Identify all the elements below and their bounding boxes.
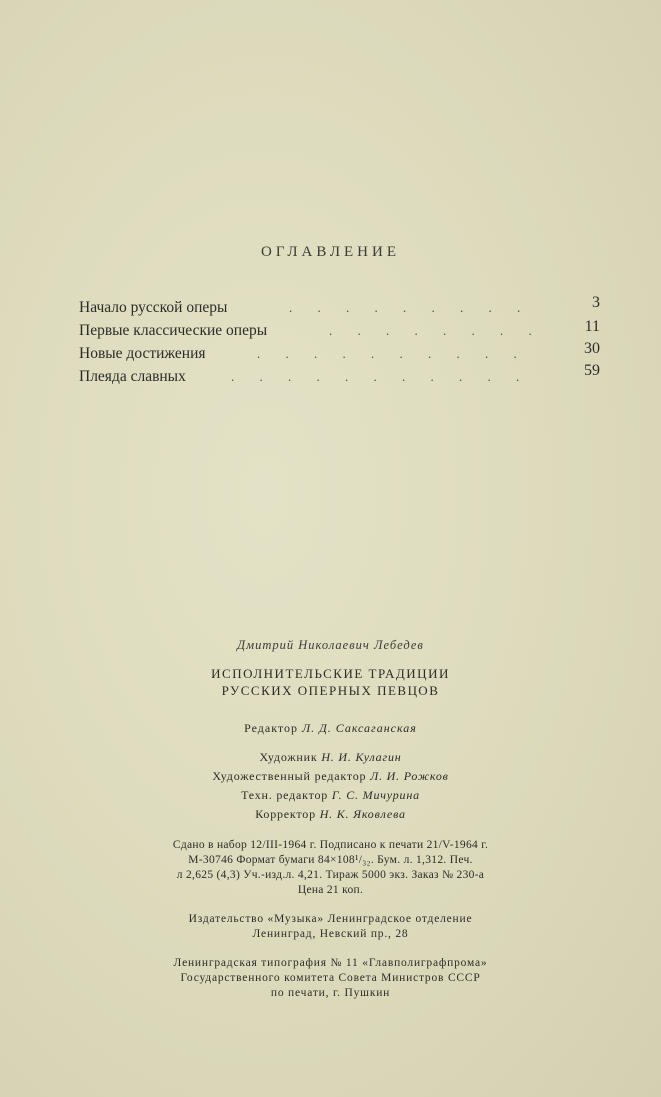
colophon [0, 638, 661, 1001]
printing-line: Сдано в набор 12/III-1964 г. Подписано к печати 21/V-1964 г. [172, 839, 489, 851]
toc-entry [79, 319, 599, 342]
toc-entry-title: Новые достижения [79, 345, 206, 362]
publisher-line: Издательство «Музыка» Ленинградское отделение [188, 913, 473, 925]
toc-leader-dots: . . . . . . . . . [289, 300, 532, 315]
toc-leader-dots: . . . . . . . . [329, 323, 543, 338]
credit-role: Художественный редактор [212, 769, 367, 783]
printing-line: М-30746 Формат бумаги 84×108¹/₃₂. Бум. л. 1,312. Печ. [188, 854, 473, 866]
printing-line: Цена 21 коп. [297, 884, 364, 896]
toc-leader-dots: . . . . . . . . . . [257, 346, 528, 361]
editor-credit [0, 721, 661, 736]
credit-role: Художник [259, 750, 318, 764]
publisher-line: Ленинград, Невский пр., 28 [252, 928, 409, 940]
credit-line [0, 805, 661, 824]
toc-entry [79, 296, 599, 319]
credit-role: Техн. редактор [241, 788, 329, 802]
toc-entry-title: Плеяда славных [79, 368, 186, 385]
book-title-line: РУССКИХ ОПЕРНЫХ ПЕВЦОВ [221, 683, 440, 698]
toc-page-number: 11 [584, 318, 600, 335]
toc-page-number: 59 [584, 362, 600, 379]
credit-name: Л. И. Рожков [370, 769, 449, 783]
table-of-contents [79, 296, 599, 388]
editor-label: Редактор [244, 721, 298, 735]
credit-line [0, 786, 661, 805]
printing-house-info [0, 956, 661, 1001]
toc-page-number: 30 [584, 340, 600, 357]
credit-role: Корректор [255, 807, 316, 821]
credit-line [0, 767, 661, 786]
credit-name: Г. С. Мичурина [331, 788, 420, 802]
toc-entry [79, 342, 599, 365]
book-title [0, 665, 661, 699]
printing-line: л 2,625 (4,3) Уч.-изд.л. 4,21. Тираж 5000 экз. Заказ № 230-а [176, 869, 485, 881]
credit-name: Н. К. Яковлева [319, 807, 406, 821]
credit-line [0, 748, 661, 767]
printing-details [121, 838, 541, 898]
press-line: Государственного комитета Совета Министров СССР [180, 972, 481, 984]
book-title-line: ИСПОЛНИТЕЛЬСКИЕ ТРАДИЦИИ [211, 666, 450, 681]
toc-entry [79, 365, 599, 388]
toc-leader-dots: . . . . . . . . . . . [231, 369, 531, 384]
author-name: Дмитрий Николаевич Лебедев [237, 638, 424, 652]
credit-name: Н. И. Кулагин [321, 750, 402, 764]
toc-page-number: 3 [592, 294, 600, 311]
press-line: по печати, г. Пушкин [270, 987, 391, 999]
press-line: Ленинградская типография № 11 «Главполиграфпрома» [173, 957, 488, 969]
toc-heading: ОГЛАВЛЕНИЕ [261, 244, 400, 260]
toc-entry-title: Первые классические оперы [79, 322, 268, 339]
publisher-info [0, 912, 661, 942]
credits-list [0, 748, 661, 824]
toc-entry-title: Начало русской оперы [79, 299, 228, 316]
editor-name: Л. Д. Саксаганская [302, 721, 417, 735]
